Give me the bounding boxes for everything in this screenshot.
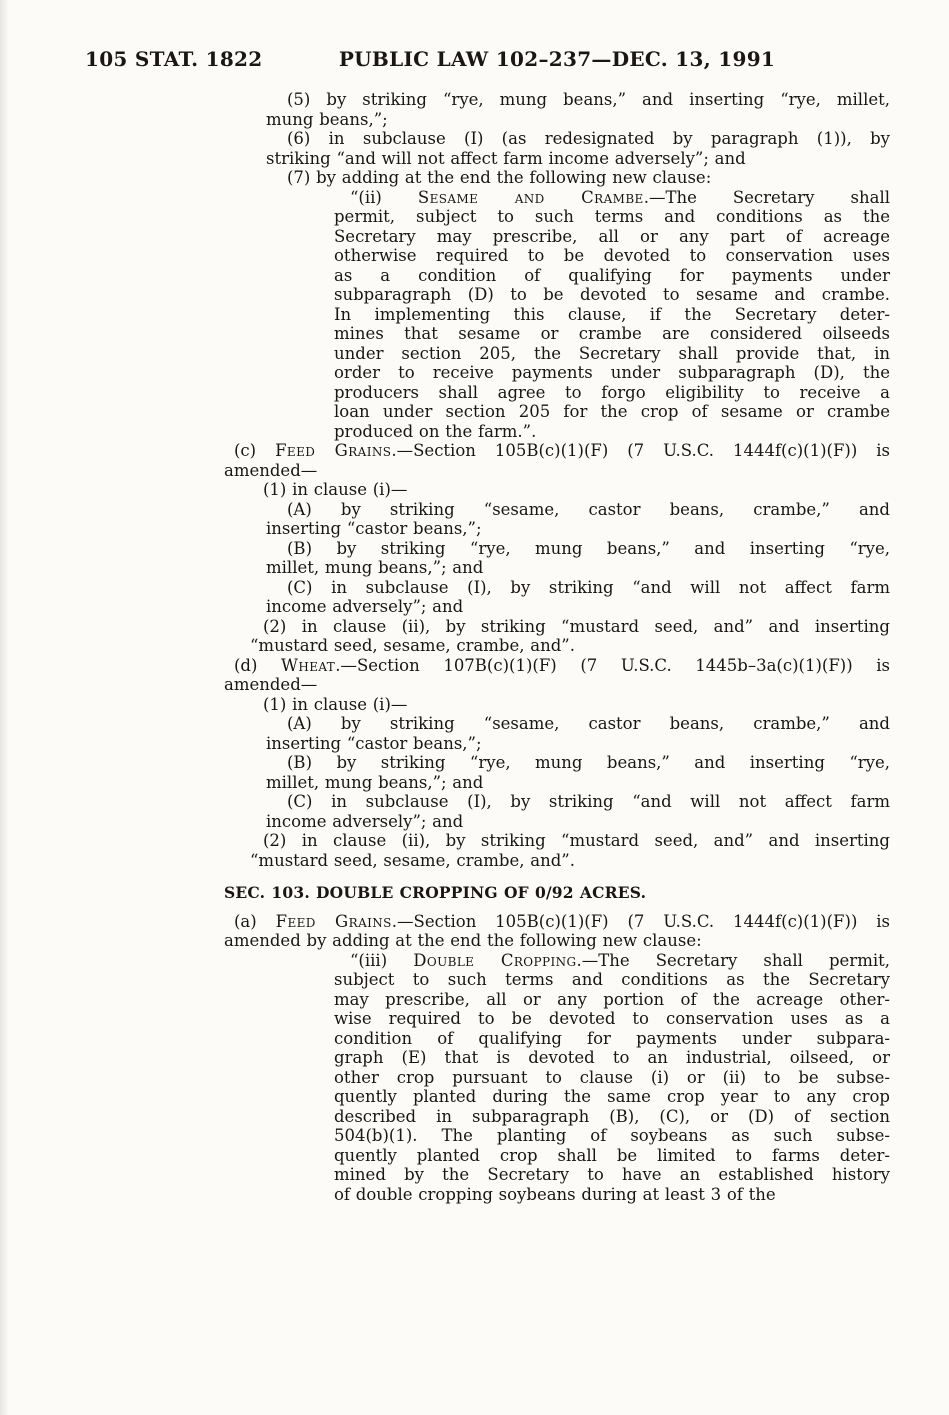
statute-subparagraph <box>224 480 890 500</box>
text-line: condition of qualifying for payments under subpara- <box>334 1028 890 1048</box>
statute-subparagraph <box>224 695 890 715</box>
text-line: quently planted during the same crop year to any crop <box>334 1087 890 1106</box>
text-line: (C) in subclause (I), by striking “and will not affect farm <box>287 577 890 597</box>
text-line: striking “and will not affect farm income adversely”; and <box>266 148 746 168</box>
statute-clause-item <box>224 714 890 753</box>
text-line: “(ii) Sesame and Crambe.—The Secretary shall <box>350 187 891 207</box>
text-line: inserting “castor beans,”; <box>266 733 482 753</box>
text-line: as a condition of qualifying for payments under <box>334 265 890 285</box>
text-line: income adversely”; and <box>266 597 464 616</box>
text-line: inserting “castor beans,”; <box>266 519 482 538</box>
small-caps-term: Sesame and Crambe <box>417 187 644 207</box>
text-line: (A) by striking “sesame, castor beans, crambe,” and <box>287 714 890 733</box>
statute-text-body <box>224 90 890 1204</box>
text-line: mined by the Secretary to have an established history <box>334 1165 890 1184</box>
statute-clause-item <box>224 578 890 617</box>
text-line: (d) Wheat.—Section 107B(c)(1)(F) (7 U.S.C. 1445b–3a(c)(1)(F)) is <box>234 655 890 675</box>
text-line: income adversely”; and <box>266 811 464 831</box>
text-line: amended— <box>224 460 318 480</box>
text-line: Secretary may prescribe, all or any part of acreage <box>334 226 890 246</box>
statute-clause-item <box>224 90 890 129</box>
text-line: “(iii) Double Cropping.—The Secretary shall permit, <box>350 950 890 970</box>
small-caps-term: Double Cropping <box>413 950 577 970</box>
text-line: otherwise required to be devoted to conservation uses <box>334 246 890 265</box>
text-line: described in subparagraph (B), (C), or (D) of section <box>334 1106 890 1126</box>
text-line: mung beans,”; <box>266 109 388 129</box>
text-line: of double cropping soybeans during at least 3 of the <box>334 1184 776 1204</box>
text-line: (5) by striking “rye, mung beans,” and inserting “rye, millet, <box>287 90 890 109</box>
text-line: “mustard seed, sesame, crambe, and”. <box>250 850 575 870</box>
text-line: (2) in clause (ii), by striking “mustard seed, and” and inserting <box>263 616 890 636</box>
text-line: loan under section 205 for the crop of sesame or crambe <box>334 402 890 421</box>
quoted-clause-block <box>224 188 890 442</box>
text-line: amended by adding at the end the following new clause: <box>224 931 702 950</box>
statute-subparagraph <box>224 831 890 870</box>
text-line: under section 205, the Secretary shall provide that, in <box>334 343 890 363</box>
text-line: 504(b)(1). The planting of soybeans as such subse- <box>334 1126 890 1145</box>
statute-clause-item <box>224 753 890 792</box>
text-line: (C) in subclause (I), by striking “and will not affect farm <box>287 792 890 811</box>
text-line: graph (E) that is devoted to an industrial, oilseed, or <box>334 1048 890 1067</box>
statute-clause-item <box>224 539 890 578</box>
text-line: subject to such terms and conditions as the Secretary <box>334 970 890 989</box>
quoted-clause-block <box>224 951 890 1205</box>
text-line: quently planted crop shall be limited to farms deter- <box>334 1145 890 1165</box>
small-caps-term: Feed Grains <box>275 911 392 931</box>
statute-subparagraph <box>224 617 890 656</box>
text-line: may prescribe, all or any portion of the acreage other- <box>334 989 890 1009</box>
text-line: order to receive payments under subparagraph (D), the <box>334 363 890 382</box>
text-line: (1) in clause (i)— <box>263 480 408 499</box>
text-line: mines that sesame or crambe are considered oilseeds <box>334 324 890 343</box>
text-line: “mustard seed, sesame, crambe, and”. <box>250 636 575 655</box>
text-line: subparagraph (D) to be devoted to sesame and crambe. <box>334 285 890 304</box>
text-line: In implementing this clause, if the Secretary deter- <box>334 304 890 324</box>
public-law-title: PUBLIC LAW 102–237—DEC. 13, 1991 <box>338 47 776 71</box>
small-caps-term: Feed Grains <box>275 441 392 460</box>
text-line: permit, subject to such terms and conditions as the <box>334 207 890 226</box>
statute-page-number: 105 STAT. 1822 <box>85 47 263 71</box>
text-line: (2) in clause (ii), by striking “mustard seed, and” and inserting <box>263 831 890 850</box>
text-line: (A) by striking “sesame, castor beans, crambe,” and <box>287 499 890 519</box>
text-line: (7) by adding at the end the following new clause: <box>287 168 712 187</box>
text-line: millet, mung beans,”; and <box>266 772 484 792</box>
text-line: produced on the farm.”. <box>334 421 537 441</box>
text-line: (1) in clause (i)— <box>263 694 408 714</box>
statute-paragraph <box>224 656 890 695</box>
text-line: SEC. 103. DOUBLE CROPPING OF 0/92 ACRES. <box>224 883 647 902</box>
text-line: (6) in subclause (I) (as redesignated by paragraph (1)), by <box>287 129 890 148</box>
text-line: wise required to be devoted to conservation uses as a <box>334 1009 890 1028</box>
statute-paragraph <box>224 912 890 951</box>
small-caps-term: Wheat <box>281 655 336 675</box>
text-line: (c) Feed Grains.—Section 105B(c)(1)(F) (7 U.S.C. 1444f(c)(1)(F)) is <box>234 441 890 460</box>
statute-clause-item <box>224 129 890 168</box>
text-line: (a) Feed Grains.—Section 105B(c)(1)(F) (7 U.S.C. 1444f(c)(1)(F)) is <box>234 911 890 931</box>
statute-clause-item <box>224 168 890 188</box>
section-heading <box>224 883 890 903</box>
text-line: (B) by striking “rye, mung beans,” and inserting “rye, <box>287 538 890 558</box>
statute-clause-item <box>224 500 890 539</box>
text-line: amended— <box>224 675 318 694</box>
statute-paragraph <box>224 441 890 480</box>
statute-clause-item <box>224 792 890 831</box>
text-line: millet, mung beans,”; and <box>266 558 484 577</box>
text-line: producers shall agree to forgo eligibility to receive a <box>334 382 890 402</box>
text-line: (B) by striking “rye, mung beans,” and inserting “rye, <box>287 753 890 772</box>
text-line: other crop pursuant to clause (i) or (ii) to be subse- <box>334 1067 890 1087</box>
